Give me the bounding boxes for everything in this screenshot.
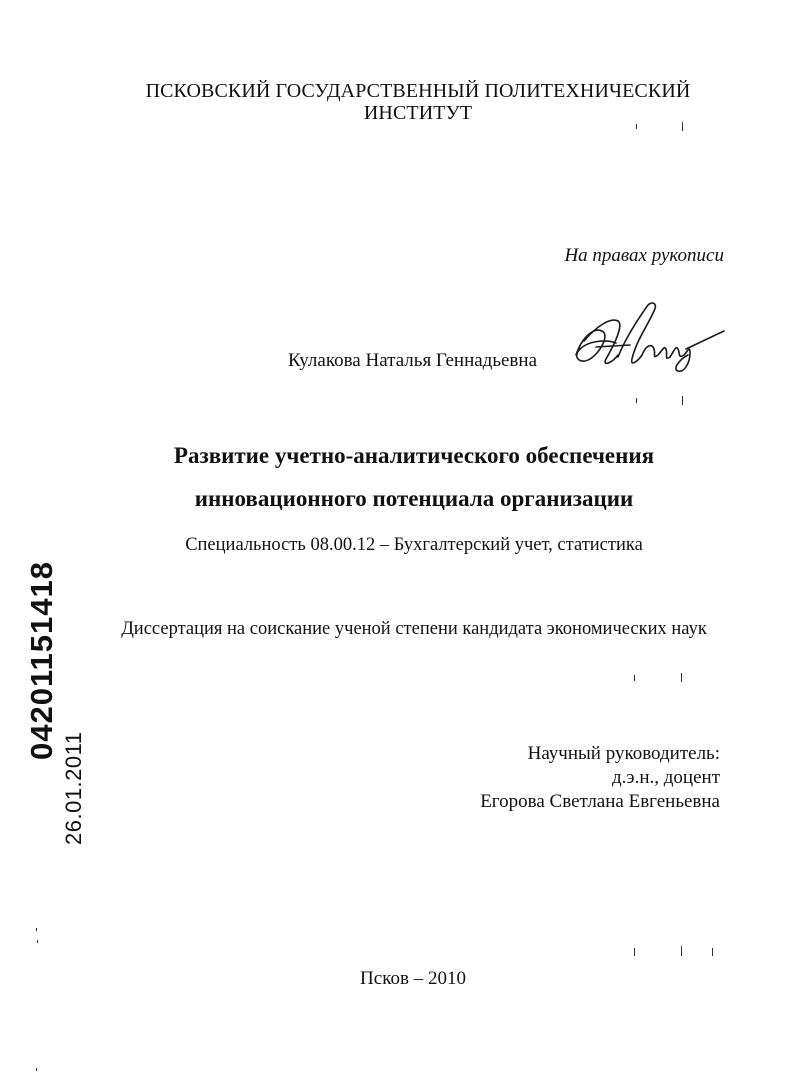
- scan-mark: [37, 940, 38, 943]
- supervisor-label: Научный руководитель:: [527, 743, 720, 764]
- city-year: Псков – 2010: [360, 968, 466, 989]
- institution-name: [0, 80, 792, 124]
- scan-mark: [634, 948, 635, 956]
- institution-line-2: ИНСТИТУТ: [363, 102, 473, 124]
- stamp-date: 26.01.2011: [61, 731, 86, 845]
- signature: [566, 297, 726, 379]
- title-line-2: инновационного потенциала организации: [194, 486, 634, 511]
- scan-mark: [636, 124, 637, 129]
- scan-mark: [712, 948, 713, 956]
- scan-mark: [634, 675, 635, 681]
- scan-mark: [36, 928, 37, 931]
- dissertation-note: Диссертация на соискание ученой степени кандидата экономических наук: [121, 619, 707, 639]
- supervisor-name: Егорова Светлана Евгеньевна: [480, 791, 720, 812]
- stamp-code: 04201151418: [24, 561, 59, 760]
- scan-mark: [682, 396, 683, 405]
- scan-mark: [681, 946, 682, 956]
- dissertation-title: [0, 434, 792, 520]
- scan-mark: [681, 673, 682, 682]
- scan-mark: [682, 122, 683, 131]
- author-name: Кулакова Наталья Геннадьевна: [288, 350, 538, 371]
- scan-mark: [36, 1068, 37, 1071]
- title-line-1: Развитие учетно-аналитического обеспечения: [173, 443, 655, 468]
- rights-note: На правах рукописи: [564, 245, 724, 266]
- specialty-line: Специальность 08.00.12 – Бухгалтерский учет, статистика: [185, 535, 643, 555]
- supervisor-degree: д.э.н., доцент: [612, 767, 720, 788]
- scan-mark: [636, 398, 637, 403]
- supervisor-block: [480, 742, 720, 814]
- institution-line-1: ПСКОВСКИЙ ГОСУДАРСТВЕННЫЙ ПОЛИТЕХНИЧЕСКИЙ: [145, 80, 691, 102]
